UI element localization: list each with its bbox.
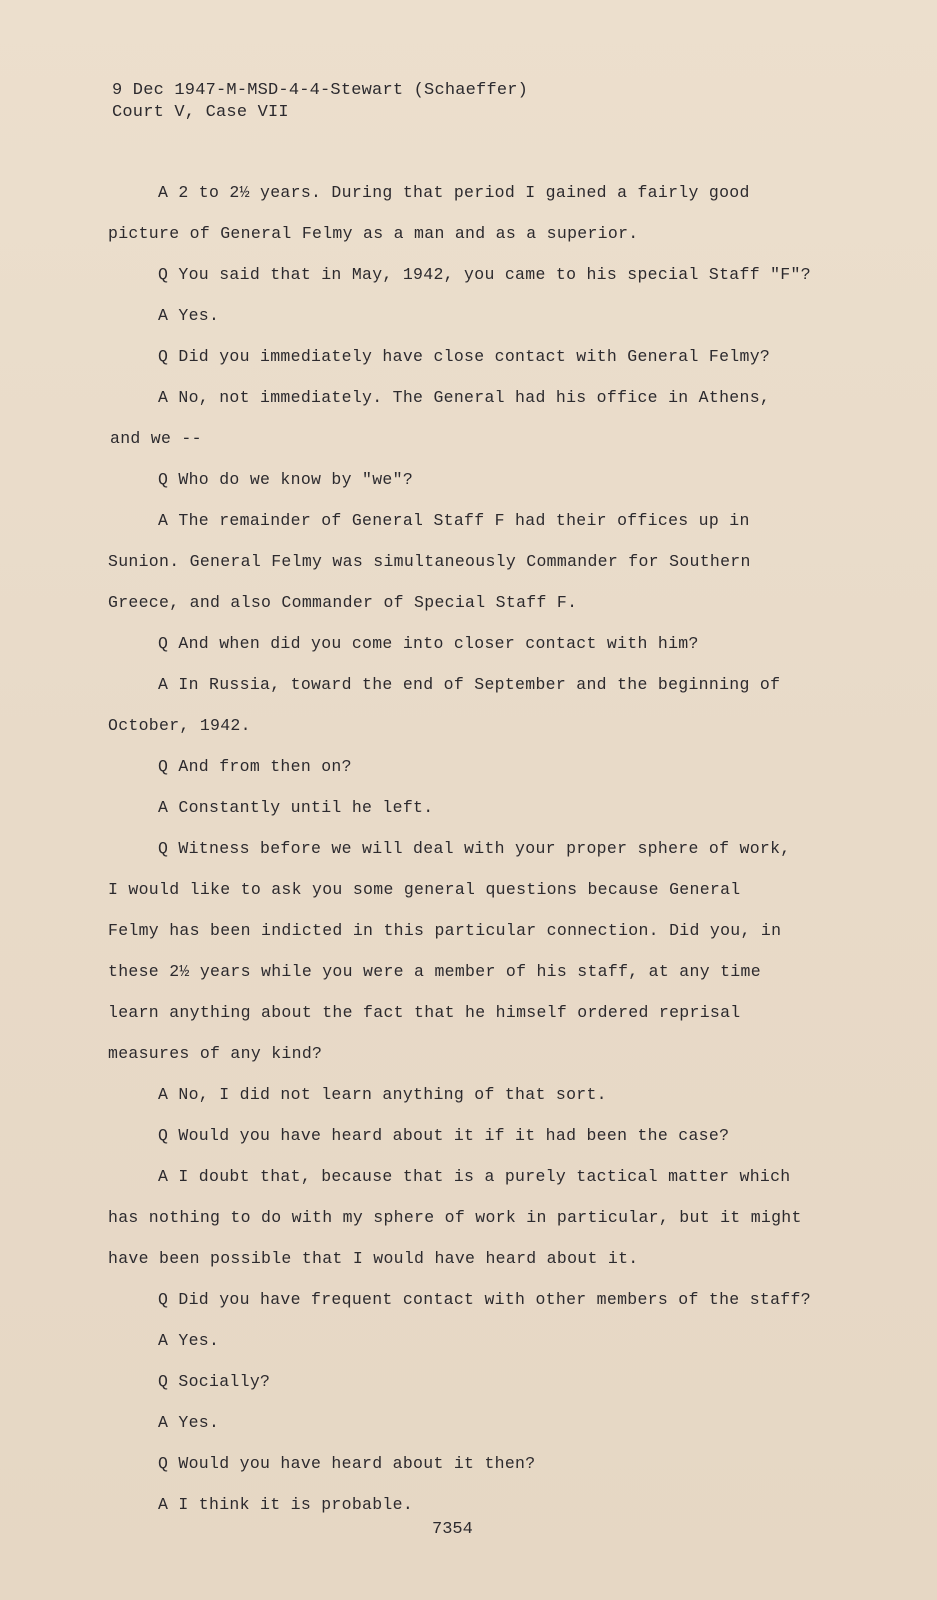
- transcript-line: these 2½ years while you were a member of his staff, at any time: [108, 962, 761, 981]
- transcript-line: Q Socially?: [158, 1372, 271, 1391]
- transcript-line: Sunion. General Felmy was simultaneously Commander for Southern: [108, 552, 751, 571]
- transcript-line: have been possible that I would have heard about it.: [108, 1249, 639, 1268]
- transcript-line: measures of any kind?: [108, 1044, 323, 1063]
- page-number: 7354: [432, 1520, 473, 1539]
- transcript-line: Q And from then on?: [158, 757, 352, 776]
- transcript-line: A I doubt that, because that is a purely tactical matter which: [158, 1167, 791, 1186]
- transcript-line: Q And when did you come into closer contact with him?: [158, 634, 699, 653]
- transcript-line: picture of General Felmy as a man and as a superior.: [108, 224, 639, 243]
- transcript-line: A Yes.: [158, 1331, 220, 1350]
- transcript-line: learn anything about the fact that he himself ordered reprisal: [108, 1003, 741, 1022]
- transcript-line: Felmy has been indicted in this particular connection. Did you, in: [108, 921, 782, 940]
- transcript-line: Q Who do we know by "we"?: [158, 470, 414, 489]
- transcript-line: A Constantly until he left.: [158, 798, 434, 817]
- transcript-line: A The remainder of General Staff F had their offices up in: [158, 511, 750, 530]
- transcript-line: A No, not immediately. The General had his office in Athens,: [158, 388, 771, 407]
- transcript-line: October, 1942.: [108, 716, 251, 735]
- transcript-line: and we --: [110, 429, 202, 448]
- transcript-line: A Yes.: [158, 306, 220, 325]
- transcript-line: I would like to ask you some general questions because General: [108, 880, 741, 899]
- transcript-line: A I think it is probable.: [158, 1495, 414, 1514]
- transcript-line: Greece, and also Commander of Special Staff F.: [108, 593, 578, 612]
- transcript-line: A 2 to 2½ years. During that period I gained a fairly good: [158, 183, 750, 202]
- transcript-line: A Yes.: [158, 1413, 220, 1432]
- transcript-line: Q Would you have heard about it if it had been the case?: [158, 1126, 730, 1145]
- transcript-line: Q Would you have heard about it then?: [158, 1454, 536, 1473]
- header-citation: 9 Dec 1947-M-MSD-4-4-Stewart (Schaeffer): [112, 81, 529, 100]
- transcript-line: Q You said that in May, 1942, you came to his special Staff "F"?: [158, 265, 811, 284]
- transcript-line: Q Did you immediately have close contact with General Felmy?: [158, 347, 771, 366]
- document-header: [112, 80, 528, 124]
- transcript-line: Q Did you have frequent contact with other members of the staff?: [158, 1290, 811, 1309]
- transcript-line: has nothing to do with my sphere of work in particular, but it might: [108, 1208, 802, 1227]
- transcript-line: A No, I did not learn anything of that sort.: [158, 1085, 607, 1104]
- header-court-case: Court V, Case VII: [112, 103, 289, 122]
- transcript-line: A In Russia, toward the end of September and the beginning of: [158, 675, 781, 694]
- transcript-line: Q Witness before we will deal with your proper sphere of work,: [158, 839, 791, 858]
